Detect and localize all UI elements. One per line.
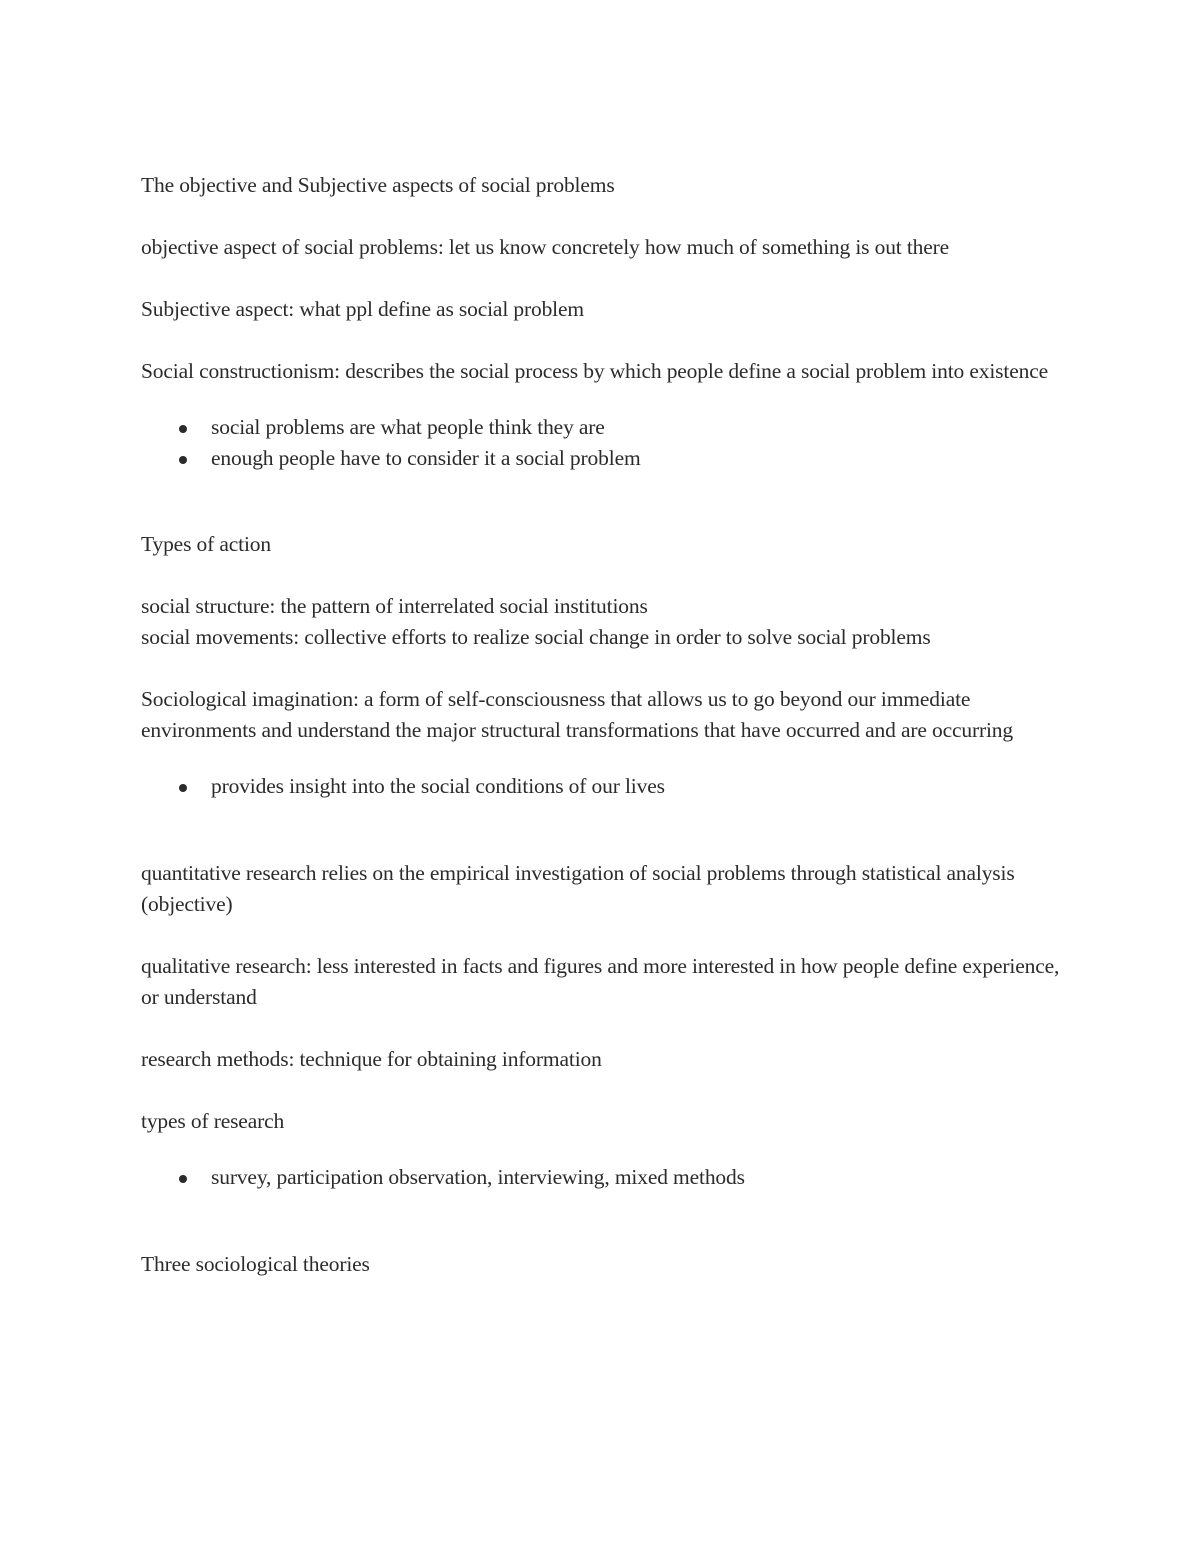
- bullet-icon: [179, 784, 187, 792]
- list-item: [141, 771, 1066, 802]
- list-item-text: survey, participation observation, interviewing, mixed methods: [211, 1165, 745, 1189]
- bullet-icon: [179, 1175, 187, 1183]
- paragraph-social-movements: social movements: collective efforts to realize social change in order to solve social problems: [141, 625, 931, 649]
- paragraph-social-structure: social structure: the pattern of interrelated social institutions: [141, 594, 648, 618]
- list-item-text: enough people have to consider it a social problem: [211, 446, 641, 470]
- paragraph-objective-aspect: objective aspect of social problems: let us know concretely how much of something is out there: [141, 235, 950, 259]
- bullet-icon: [179, 425, 187, 433]
- heading-types-of-action: Types of action: [141, 532, 271, 556]
- list-item: [141, 412, 1066, 443]
- list-item: [141, 443, 1066, 474]
- bullet-list-constructionism: [141, 412, 1066, 474]
- heading-types-of-research: types of research: [141, 1109, 285, 1133]
- list-item-text: social problems are what people think they are: [211, 415, 605, 439]
- paragraph-qualitative-research: qualitative research: less interested in facts and figures and more interested in how people define experience, or understand: [141, 954, 1060, 1009]
- bullet-list-research-types: [141, 1162, 1066, 1193]
- heading-objective-subjective: The objective and Subjective aspects of social problems: [141, 173, 615, 197]
- paragraph-sociological-imagination: Sociological imagination: a form of self-consciousness that allows us to go beyond our immediate environments and understand the major structural transformations that have occurred and are occurring: [141, 687, 1013, 742]
- list-item-text: provides insight into the social conditions of our lives: [211, 774, 665, 798]
- bullet-icon: [179, 456, 187, 464]
- paragraph-research-methods: research methods: technique for obtaining information: [141, 1047, 602, 1071]
- paragraph-social-constructionism: Social constructionism: describes the social process by which people define a social problem into existence: [141, 359, 1048, 383]
- list-item: [141, 1162, 1066, 1193]
- heading-three-theories: Three sociological theories: [141, 1252, 370, 1276]
- document-body: [141, 170, 1066, 1280]
- paragraph-subjective-aspect: Subjective aspect: what ppl define as social problem: [141, 297, 584, 321]
- paragraph-quantitative-research: quantitative research relies on the empirical investigation of social problems through statistical analysis (objective): [141, 861, 1015, 916]
- bullet-list-imagination: [141, 771, 1066, 802]
